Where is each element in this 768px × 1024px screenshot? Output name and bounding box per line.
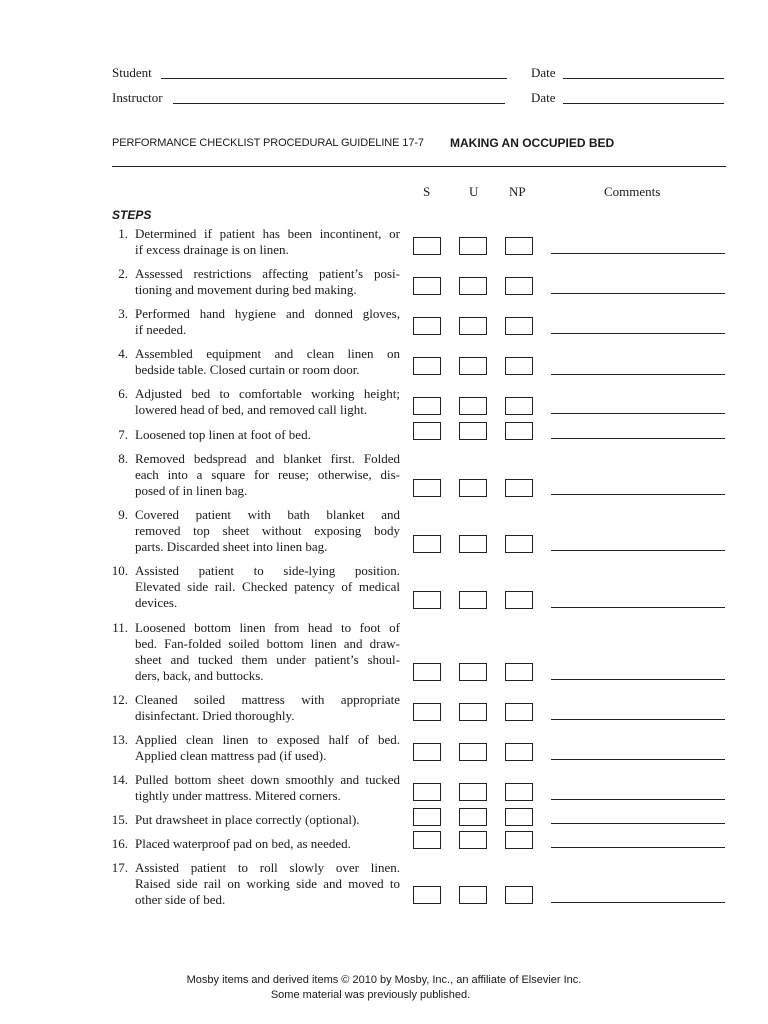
checkbox-s[interactable] (413, 783, 441, 801)
comment-line[interactable] (551, 550, 725, 551)
checkbox-u[interactable] (459, 237, 487, 255)
comment-line[interactable] (551, 799, 725, 800)
step-text-line: lowered head of bed, and removed call light. (135, 402, 368, 417)
checkbox-u[interactable] (459, 397, 487, 415)
checkbox-u[interactable] (459, 783, 487, 801)
checkbox-s[interactable] (413, 422, 441, 440)
footer-copyright: Mosby items and derived items © 2010 by Mosby, Inc., an affiliate of Elsevier Inc. (186, 974, 582, 986)
step-text-line: sheet and tucked them under patient’s shoul- (135, 652, 400, 667)
checkbox-np[interactable] (505, 479, 533, 497)
steps-heading: STEPS (112, 208, 152, 222)
checkbox-s[interactable] (413, 535, 441, 553)
title-divider (112, 166, 726, 167)
column-header-u: U (469, 184, 479, 199)
step-text-line: Loosened top linen at foot of bed. (135, 427, 311, 442)
step-number: 14. (111, 772, 128, 787)
step-number: 2. (118, 266, 128, 281)
checkbox-s[interactable] (413, 743, 441, 761)
step-number: 1. (118, 226, 128, 241)
checkbox-np[interactable] (505, 422, 533, 440)
step-text-line: posed of in linen bag. (135, 483, 248, 498)
checkbox-s[interactable] (413, 808, 441, 826)
checkbox-u[interactable] (459, 317, 487, 335)
step-text-line: Removed bedspread and blanket first. Folded (135, 451, 400, 466)
step-number: 15. (111, 812, 128, 827)
step-text-line: parts. Discarded sheet into linen bag. (135, 539, 328, 554)
step-text-line: Placed waterproof pad on bed, as needed. (135, 836, 351, 851)
step-text-line: if needed. (135, 322, 187, 337)
checklist-title: MAKING AN OCCUPIED BED (450, 136, 615, 150)
step-number: 10. (111, 563, 128, 578)
checkbox-s[interactable] (413, 357, 441, 375)
comment-line[interactable] (551, 823, 725, 824)
comment-line[interactable] (551, 902, 725, 903)
checkbox-np[interactable] (505, 277, 533, 295)
step-text-line: Cleaned soiled mattress with appropriate (135, 692, 400, 707)
checkbox-u[interactable] (459, 479, 487, 497)
checkbox-u[interactable] (459, 535, 487, 553)
checkbox-np[interactable] (505, 357, 533, 375)
column-header-comments: Comments (604, 184, 661, 199)
comment-line[interactable] (551, 293, 725, 294)
step-text-line: Applied clean linen to exposed half of bed. (135, 732, 400, 747)
checkbox-u[interactable] (459, 277, 487, 295)
step-number: 9. (118, 507, 128, 522)
step-text-line: bedside table. Closed curtain or room door. (135, 362, 360, 377)
checkbox-s[interactable] (413, 479, 441, 497)
step-number: 3. (118, 306, 128, 321)
checkbox-u[interactable] (459, 663, 487, 681)
step-text-line: Assisted patient to roll slowly over linen. (135, 860, 400, 875)
step-number: 12. (111, 692, 128, 707)
date-label-student: Date (531, 65, 556, 80)
step-text-line: Raised side rail on working side and moved to (135, 876, 400, 891)
instructor-name-line[interactable] (173, 103, 505, 104)
checkbox-np[interactable] (505, 743, 533, 761)
student-label: Student (112, 65, 152, 80)
date-label-instructor: Date (531, 90, 556, 105)
step-text-line: Assembled equipment and clean linen on (135, 346, 400, 361)
checkbox-np[interactable] (505, 783, 533, 801)
instructor-label: Instructor (112, 90, 163, 105)
checkbox-u[interactable] (459, 357, 487, 375)
step-text-line: Assisted patient to side-lying position. (135, 563, 400, 578)
checkbox-u[interactable] (459, 886, 487, 904)
checkbox-u[interactable] (459, 591, 487, 609)
checkbox-s[interactable] (413, 663, 441, 681)
comment-line[interactable] (551, 374, 725, 375)
checkbox-s[interactable] (413, 886, 441, 904)
checkbox-np[interactable] (505, 317, 533, 335)
step-number: 6. (118, 386, 128, 401)
step-text-line: Applied clean mattress pad (if used). (135, 748, 327, 763)
checkbox-np[interactable] (505, 237, 533, 255)
comment-line[interactable] (551, 847, 725, 848)
step-text-line: Determined if patient has been incontinent, or (135, 226, 400, 241)
checkbox-s[interactable] (413, 277, 441, 295)
step-text-line: Assessed restrictions affecting patient’s posi- (135, 266, 400, 281)
step-text-line: Adjusted bed to comfortable working height; (135, 386, 400, 401)
comment-line[interactable] (551, 719, 725, 720)
checkbox-np[interactable] (505, 703, 533, 721)
student-date-line[interactable] (563, 78, 724, 79)
step-text-line: tightly under mattress. Mitered corners. (135, 788, 341, 803)
step-number: 7. (118, 427, 128, 442)
comment-line[interactable] (551, 253, 725, 254)
step-number: 16. (111, 836, 128, 851)
student-name-line[interactable] (161, 78, 507, 79)
step-text-line: Pulled bottom sheet down smoothly and tucked (135, 772, 400, 787)
checkbox-np[interactable] (505, 886, 533, 904)
checkbox-np[interactable] (505, 663, 533, 681)
instructor-date-line[interactable] (563, 103, 724, 104)
column-header-np: NP (509, 184, 526, 199)
step-text-line: Performed hand hygiene and donned gloves, (135, 306, 400, 321)
checkbox-np[interactable] (505, 831, 533, 849)
step-text-line: bed. Fan-folded soiled bottom linen and draw- (135, 636, 400, 651)
step-text-line: other side of bed. (135, 892, 226, 907)
step-number: 11. (112, 620, 128, 635)
footer-note: Some material was previously published. (270, 989, 471, 1001)
checkbox-s[interactable] (413, 317, 441, 335)
step-text-line: ders, back, and buttocks. (135, 668, 264, 683)
checkbox-np[interactable] (505, 535, 533, 553)
checkbox-u[interactable] (459, 703, 487, 721)
step-text-line: removed top sheet without exposing body (135, 523, 400, 538)
column-header-s: S (423, 184, 431, 199)
step-text-line: Loosened bottom linen from head to foot of (135, 620, 400, 635)
checkbox-s[interactable] (413, 591, 441, 609)
checkbox-s[interactable] (413, 397, 441, 415)
comment-line[interactable] (551, 333, 725, 334)
checkbox-np[interactable] (505, 397, 533, 415)
step-text-line: disinfectant. Dried thoroughly. (135, 708, 295, 723)
step-text-line: Covered patient with bath blanket and (135, 507, 400, 522)
checkbox-s[interactable] (413, 831, 441, 849)
checkbox-u[interactable] (459, 808, 487, 826)
step-text-line: devices. (135, 595, 178, 610)
checkbox-u[interactable] (459, 831, 487, 849)
checklist-title-prefix: PERFORMANCE CHECKLIST PROCEDURAL GUIDELINE 17-7 (112, 137, 424, 149)
checkbox-s[interactable] (413, 703, 441, 721)
step-text-line: Elevated side rail. Checked patency of medical (135, 579, 400, 594)
step-text-line: Put drawsheet in place correctly (optional). (135, 812, 360, 827)
comment-line[interactable] (551, 759, 725, 760)
comment-line[interactable] (551, 679, 725, 680)
step-number: 4. (118, 346, 128, 361)
checkbox-u[interactable] (459, 743, 487, 761)
checkbox-np[interactable] (505, 808, 533, 826)
step-number: 8. (118, 451, 128, 466)
checkbox-np[interactable] (505, 591, 533, 609)
step-text-line: tioning and movement during bed making. (135, 282, 357, 297)
checkbox-u[interactable] (459, 422, 487, 440)
comment-line[interactable] (551, 413, 725, 414)
step-text-line: each into a square for reuse; otherwise, dis- (135, 467, 400, 482)
step-text-line: if excess drainage is on linen. (135, 242, 289, 257)
comment-line[interactable] (551, 607, 725, 608)
step-number: 17. (111, 860, 128, 875)
comment-line[interactable] (551, 438, 725, 439)
checkbox-s[interactable] (413, 237, 441, 255)
comment-line[interactable] (551, 494, 725, 495)
step-number: 13. (111, 732, 128, 747)
